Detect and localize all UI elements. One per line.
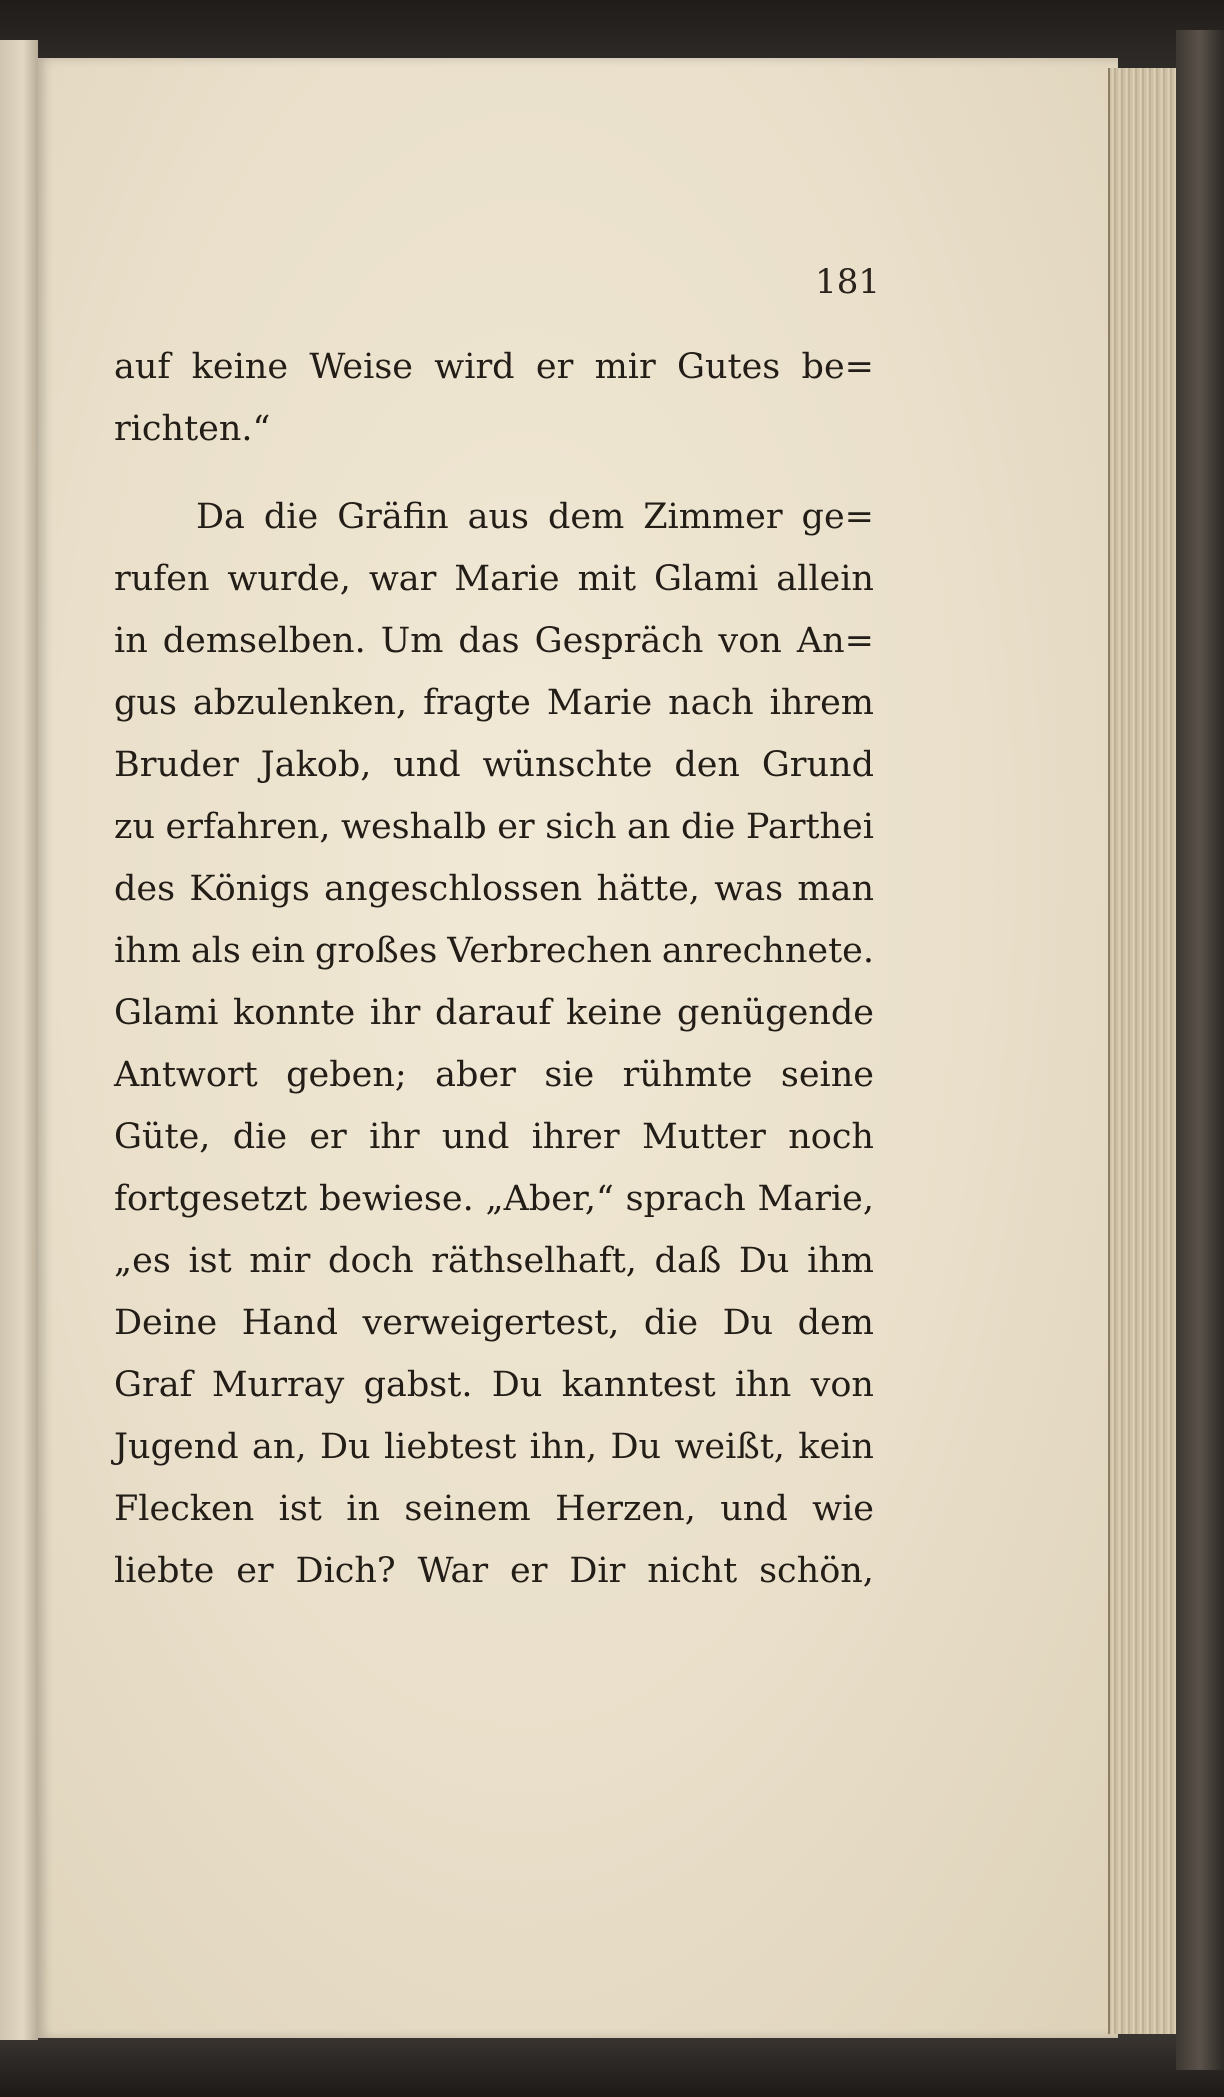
word: keine — [191, 347, 289, 387]
word: Du — [738, 1241, 790, 1281]
word: den — [674, 745, 740, 785]
word: fragte — [423, 683, 531, 723]
word: des — [114, 869, 176, 909]
text-line — [114, 610, 874, 672]
word: Dir — [569, 1551, 626, 1591]
word: ge= — [801, 497, 874, 537]
word: ihm — [114, 931, 181, 971]
word: wurde, — [227, 559, 351, 599]
word: in — [114, 621, 148, 661]
word: sich — [545, 807, 617, 847]
word: liebtest — [383, 1427, 517, 1467]
word: Mutter — [641, 1117, 766, 1157]
text-line — [114, 1478, 874, 1540]
word: und — [441, 1117, 510, 1157]
word: Graf — [114, 1365, 193, 1405]
word: Glami — [653, 559, 759, 599]
word: demselben. — [162, 621, 366, 661]
word: die — [263, 497, 319, 537]
word: das — [458, 621, 520, 661]
word: wie — [812, 1489, 874, 1529]
word: weißt, — [674, 1427, 785, 1467]
text-line — [114, 1292, 874, 1354]
word: Hand — [241, 1303, 339, 1343]
word: ihn, — [529, 1427, 598, 1467]
word: Bruder — [114, 745, 239, 785]
word: was — [714, 869, 784, 909]
word: er — [510, 1551, 548, 1591]
word: an — [627, 807, 671, 847]
word: Marie — [546, 683, 653, 723]
book-cover-edge — [1176, 30, 1224, 2070]
word: Verbrechen — [447, 931, 652, 971]
word: er — [535, 347, 574, 387]
word: Königs — [189, 869, 310, 909]
word: verweigertest, — [362, 1303, 620, 1343]
word: sie — [544, 1055, 595, 1095]
text-line — [114, 920, 874, 982]
word: Du — [319, 1427, 371, 1467]
word: ihrer — [531, 1117, 620, 1157]
word: wird — [434, 347, 515, 387]
word: war — [368, 559, 437, 599]
word: Um — [380, 621, 444, 661]
word: daß — [654, 1241, 722, 1281]
word: wünschte — [482, 745, 653, 785]
text-line — [114, 1354, 874, 1416]
word: man — [797, 869, 874, 909]
word: angeschlossen — [324, 869, 583, 909]
text-line — [114, 982, 874, 1044]
text-line — [114, 486, 874, 548]
word: schön, — [759, 1551, 874, 1591]
word: Zimmer — [643, 497, 783, 537]
word: liebte — [114, 1551, 215, 1591]
word: Deine — [114, 1303, 218, 1343]
word: ist — [188, 1241, 232, 1281]
page-number: 181 — [815, 262, 880, 302]
text-line — [114, 336, 874, 398]
word: Jakob, — [260, 745, 372, 785]
word: Grund — [761, 745, 874, 785]
word: räthselhaft, — [431, 1241, 637, 1281]
word: An= — [796, 621, 874, 661]
word: er — [309, 1117, 347, 1157]
word: Dich? — [295, 1551, 396, 1591]
word: nach — [668, 683, 754, 723]
word: er — [236, 1551, 274, 1591]
word: Antwort — [114, 1055, 258, 1095]
word: rufen — [114, 559, 210, 599]
word: gus — [114, 683, 177, 723]
word: geben; — [286, 1055, 407, 1095]
text-line — [114, 1230, 874, 1292]
word: ihm — [807, 1241, 874, 1281]
word: noch — [788, 1117, 874, 1157]
word: Flecken — [114, 1489, 255, 1529]
text-line — [114, 548, 874, 610]
word: anrechnete. — [661, 931, 874, 971]
word: und — [720, 1489, 788, 1529]
facing-page-edge — [0, 40, 38, 2040]
word: „es — [114, 1241, 171, 1281]
word: Jugend — [114, 1427, 239, 1467]
text-line — [114, 858, 874, 920]
word: Weise — [309, 347, 414, 387]
word: konnte — [233, 993, 356, 1033]
text-line — [114, 1106, 874, 1168]
word: Marie, — [757, 1179, 874, 1219]
word: mit — [577, 559, 637, 599]
word: sprach — [625, 1179, 746, 1219]
word: Du — [491, 1365, 543, 1405]
word: Herzen, — [555, 1489, 696, 1529]
word: Gespräch — [534, 621, 704, 661]
word: Güte, — [114, 1117, 211, 1157]
word: bewiese. — [318, 1179, 474, 1219]
text-line — [114, 1416, 874, 1478]
word: dem — [547, 497, 625, 537]
word: die — [232, 1117, 288, 1157]
text-line — [114, 734, 874, 796]
word: ein — [250, 931, 306, 971]
word: keine — [565, 993, 663, 1033]
text-line — [114, 1044, 874, 1106]
word: weshalb — [341, 807, 487, 847]
word: rühmte — [622, 1055, 753, 1095]
word: aber — [435, 1055, 516, 1095]
word: von — [810, 1365, 874, 1405]
word: Da — [196, 497, 245, 537]
word: in — [346, 1489, 380, 1529]
word: seinem — [404, 1489, 531, 1529]
text-line — [114, 796, 874, 858]
word: „Aber,“ — [485, 1179, 614, 1219]
word: mir — [249, 1241, 311, 1281]
word: darauf — [434, 993, 552, 1033]
word: Marie — [454, 559, 560, 599]
body-text — [114, 336, 874, 1602]
word: genügende — [676, 993, 874, 1033]
word: von — [718, 621, 782, 661]
word: und — [393, 745, 461, 785]
word: fortgesetzt — [114, 1179, 308, 1219]
word: an, — [252, 1427, 307, 1467]
word: be= — [801, 347, 874, 387]
word: Murray — [211, 1365, 345, 1405]
word: ist — [278, 1489, 322, 1529]
word: Parthei — [745, 807, 874, 847]
word: ihr — [369, 993, 421, 1033]
word: kein — [798, 1427, 874, 1467]
text-line — [114, 398, 874, 460]
word: er — [497, 807, 535, 847]
paragraph-break — [114, 460, 874, 486]
word: gabst. — [363, 1365, 473, 1405]
word: ihrem — [769, 683, 874, 723]
word: auf — [114, 347, 171, 387]
word: dem — [797, 1303, 874, 1343]
word: die — [643, 1303, 699, 1343]
word: mir — [594, 347, 656, 387]
word: abzulenken, — [192, 683, 408, 723]
word: allein — [776, 559, 874, 599]
word: aus — [467, 497, 529, 537]
word: erfahren, — [165, 807, 331, 847]
text-line — [114, 1540, 874, 1602]
word: Glami — [114, 993, 219, 1033]
word: Gutes — [677, 347, 781, 387]
word: Gräfin — [337, 497, 449, 537]
text-line — [114, 672, 874, 734]
word: doch — [328, 1241, 414, 1281]
word: als — [190, 931, 241, 971]
word: die — [681, 807, 736, 847]
word: hätte, — [596, 869, 700, 909]
word: richten.“ — [114, 409, 271, 449]
word: War — [417, 1551, 489, 1591]
word: kanntest — [561, 1365, 716, 1405]
word: ihn — [734, 1365, 792, 1405]
word: seine — [780, 1055, 874, 1095]
word: Du — [610, 1427, 662, 1467]
word: Du — [722, 1303, 774, 1343]
page-edges — [1108, 68, 1178, 2034]
word: zu — [114, 807, 155, 847]
word: ihr — [369, 1117, 420, 1157]
word: großes — [315, 931, 438, 971]
word: nicht — [647, 1551, 738, 1591]
text-line — [114, 1168, 874, 1230]
